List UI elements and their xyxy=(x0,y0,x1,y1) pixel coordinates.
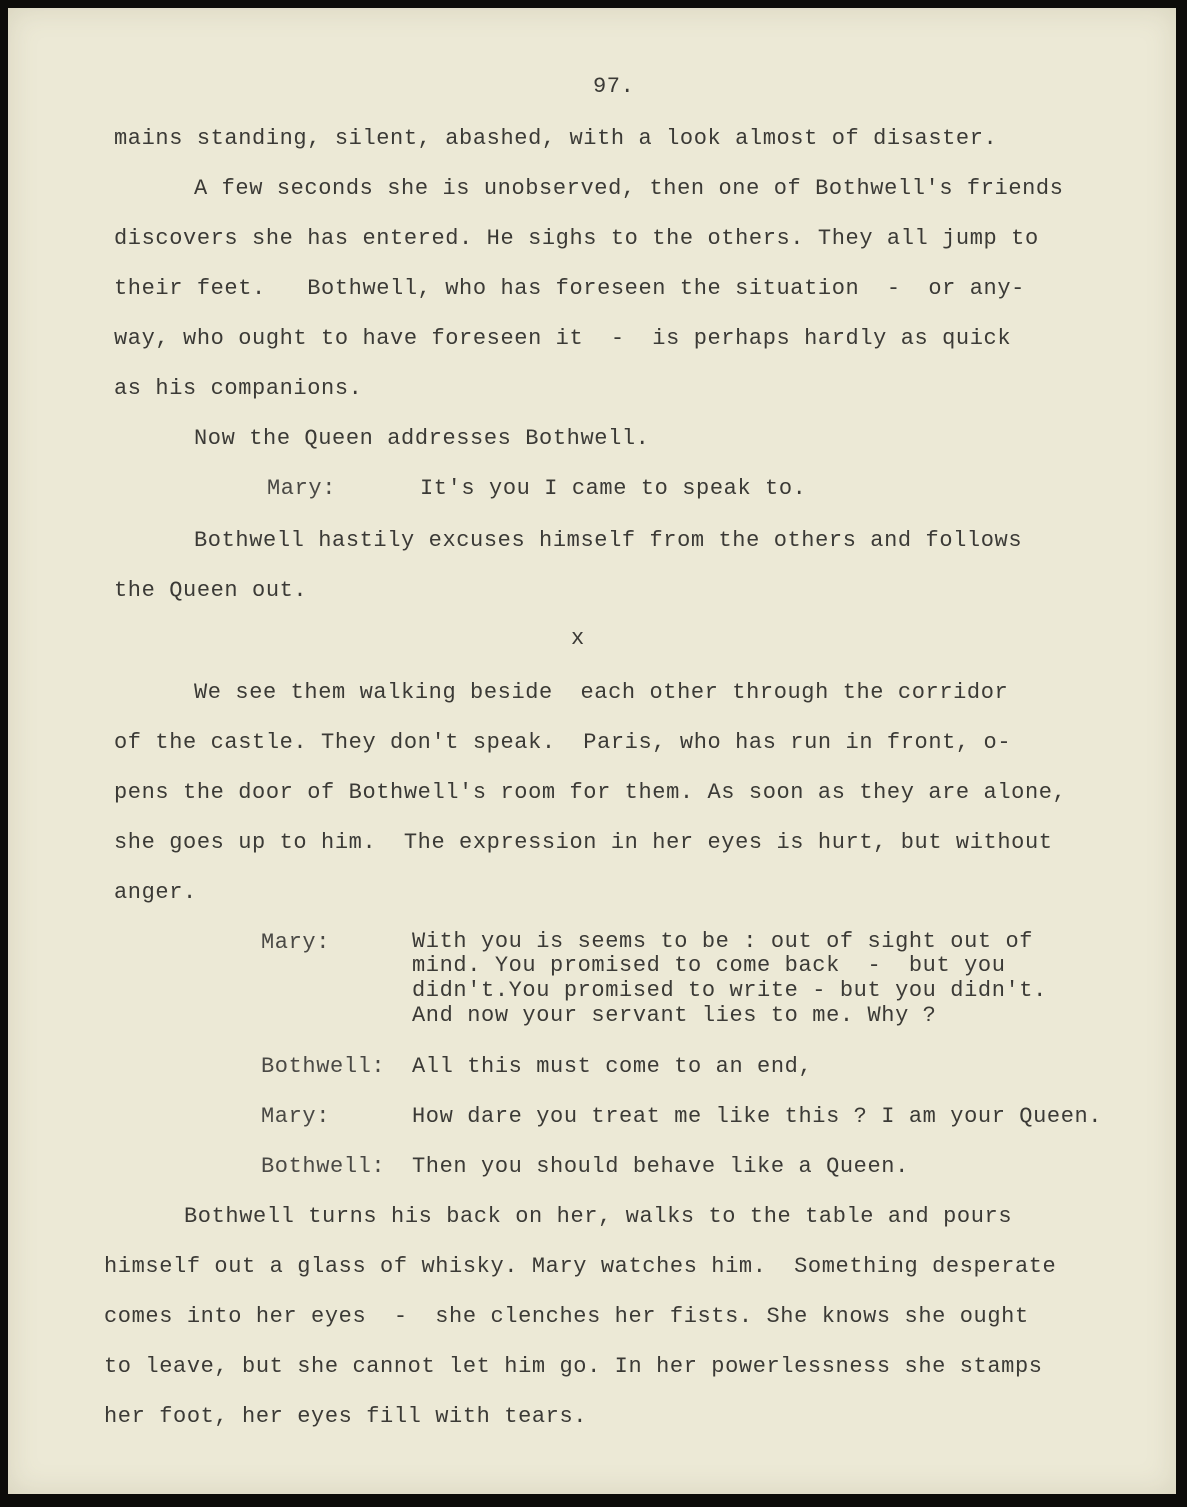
paragraph-line: comes into her eyes - she clenches her fists. She knows she ought xyxy=(104,1304,1029,1329)
paragraph-line: the Queen out. xyxy=(114,578,308,603)
paragraph-line: himself out a glass of whisky. Mary watches him. Something desperate xyxy=(104,1254,1057,1279)
section-separator: x xyxy=(571,626,585,651)
dialogue-speaker: Mary: xyxy=(261,1104,331,1129)
paragraph-line: her foot, her eyes fill with tears. xyxy=(104,1404,588,1429)
paragraph-line: We see them walking beside each other through the corridor xyxy=(194,680,1009,705)
dialogue-text: mind. You promised to come back - but you xyxy=(412,953,1006,978)
dialogue-text: How dare you treat me like this ? I am your Queen. xyxy=(412,1104,1103,1129)
paragraph-line: Now the Queen addresses Bothwell. xyxy=(194,426,650,451)
paragraph-line: way, who ought to have foreseen it - is perhaps hardly as quick xyxy=(114,326,1012,351)
paragraph-line: as his companions. xyxy=(114,376,363,401)
page-number: 97. xyxy=(593,74,635,99)
dialogue-text: All this must come to an end, xyxy=(412,1054,813,1079)
paragraph-line: Bothwell hastily excuses himself from the others and follows xyxy=(194,528,1023,553)
dialogue-text: It's you I came to speak to. xyxy=(420,476,807,501)
paragraph-line: pens the door of Bothwell's room for them. As soon as they are alone, xyxy=(114,780,1067,805)
dialogue-text: And now your servant lies to me. Why ? xyxy=(412,1003,937,1028)
paragraph-line: mains standing, silent, abashed, with a look almost of disaster. xyxy=(114,126,998,151)
typewritten-page xyxy=(8,8,1176,1494)
dialogue-speaker: Mary: xyxy=(267,476,337,501)
paragraph-line: of the castle. They don't speak. Paris, who has run in front, o- xyxy=(114,730,1012,755)
paragraph-line: anger. xyxy=(114,880,197,905)
dialogue-text: With you is seems to be : out of sight out of xyxy=(412,929,1034,954)
paragraph-line: discovers she has entered. He sighs to the others. They all jump to xyxy=(114,226,1039,251)
dialogue-speaker: Bothwell: xyxy=(261,1054,386,1079)
paragraph-line: to leave, but she cannot let him go. In her powerlessness she stamps xyxy=(104,1354,1043,1379)
paragraph-line: A few seconds she is unobserved, then one of Bothwell's friends xyxy=(194,176,1064,201)
dialogue-text: didn't.You promised to write - but you didn't. xyxy=(412,978,1047,1003)
dialogue-text: Then you should behave like a Queen. xyxy=(412,1154,909,1179)
paragraph-line: Bothwell turns his back on her, walks to the table and pours xyxy=(184,1204,1013,1229)
paragraph-line: she goes up to him. The expression in her eyes is hurt, but without xyxy=(114,830,1053,855)
dialogue-speaker: Mary: xyxy=(261,930,331,955)
dialogue-speaker: Bothwell: xyxy=(261,1154,386,1179)
paragraph-line: their feet. Bothwell, who has foreseen the situation - or any- xyxy=(114,276,1025,301)
